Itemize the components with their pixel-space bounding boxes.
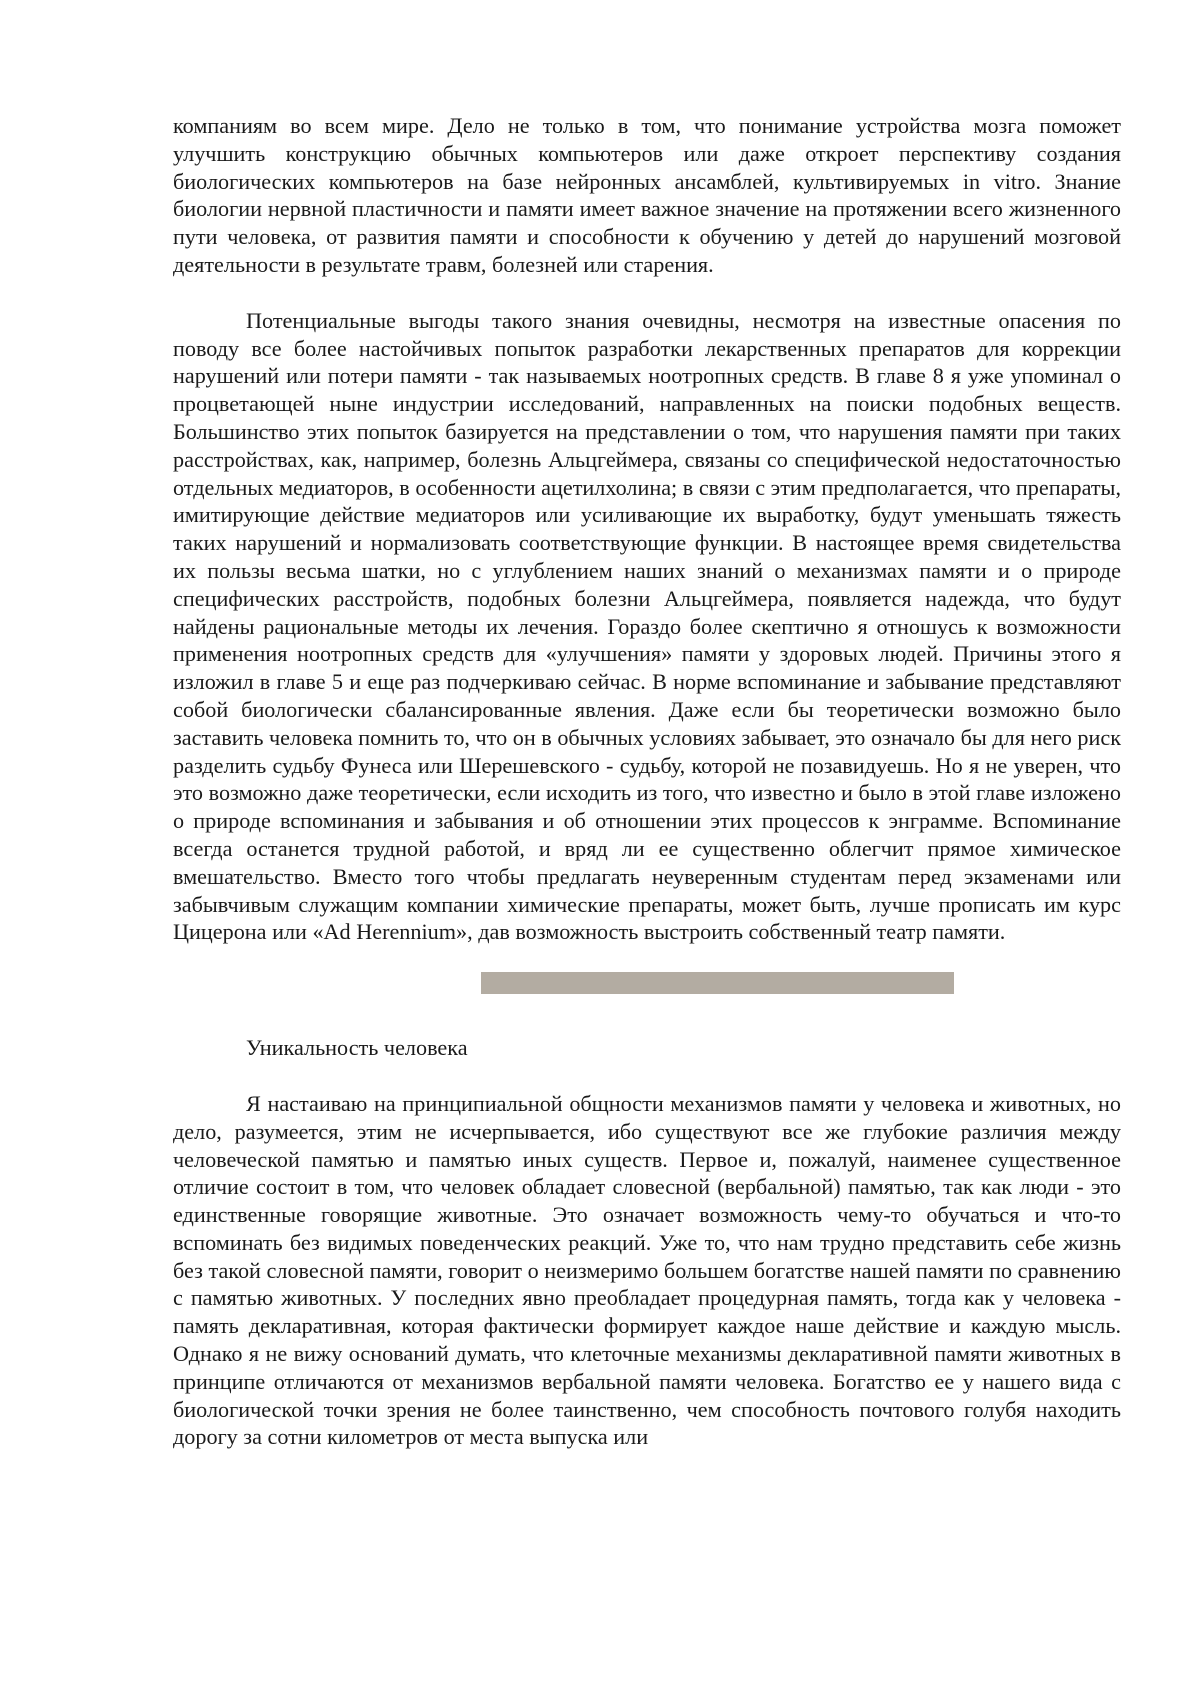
document-page [173, 112, 1121, 1451]
heading-spacer [173, 1062, 1121, 1090]
paragraph-nootropics: Потенциальные выгоды такого знания очевидны, несмотря на известные опасения по поводу все более настойчивых попыток разработки лекарственных препаратов для коррекции нарушений или потери памяти - так называемых ноотропных средств. В главе 8 я уже упоминал о процветающей ныне индустрии исследований, направленных на поиски подобных веществ. Большинство этих попыток базируется на представлении о том, что нарушения памяти при таких расстройствах, как, например, болезнь Альцгеймера, связаны со специфической недостаточностью отдельных медиаторов, в особенности ацетилхолина; в связи с этим предполагается, что препараты, имитирующие действие медиаторов или усиливающие их выработку, будут уменьшать тяжесть таких нарушений и нормализовать соответствующие функции. В настоящее время свидетельства их пользы весьма шатки, но с углублением наших знаний о механизмах памяти и о природе специфических расстройств, подобных болезни Альцгеймера, появляется надежда, что будут найдены рациональные методы их лечения. Гораздо более скептично я отношусь к возможности применения ноотропных средств для «улучшения» памяти у здоровых людей. Причины этого я изложил в главе 5 и еще раз подчеркиваю сейчас. В норме вспоминание и забывание представляют собой биологически сбалансированные явления. Даже если бы теоретически возможно было заставить человека помнить то, что он в обычных условиях забывает, это означало бы для него риск разделить судьбу Фунеса или Шерешевского - судьбу, которой не позавидуешь. Но я не уверен, что это возможно даже теоретически, если исходить из того, что известно и было в этой главе изложено о природе вспоминания и забывания и об отношении этих процессов к энграмме. Вспоминание всегда останется трудной работой, и вряд ли ее существенно облегчит прямое химическое вмешательство. Вместо того чтобы предлагать неуверенным студентам перед экзаменами или забывчивым служащим компании химические препараты, может быть, лучше прописать им курс Цицерона или «Ad Herennium», дав возможность выстроить собственный театр памяти. [173, 307, 1121, 945]
paragraph-human-uniqueness: Я настаиваю на принципиальной общности механизмов памяти у человека и животных, но дело, разумеется, этим не исчерпывается, ибо существуют все же глубокие различия между человеческой памятью и памятью иных существ. Первое и, пожалуй, наименее существенное отличие состоит в том, что человек обладает словесной (вербальной) памятью, так как люди - это единственные говорящие животные. Это означает возможность чему-то обучаться и что-то вспоминать без видимых поведенческих реакций. Уже то, что нам трудно представить себе жизнь без такой словесной памяти, говорит о неизмеримо большем богатстве нашей памяти по сравнению с памятью животных. У последних явно преобладает процедурная память, тогда как у человека - память декларативная, которая фактически формирует каждое наше действие и каждую мысль. Однако я не вижу оснований думать, что клеточные механизмы декларативной памяти животных в принципе отличаются от механизмов вербальной памяти человека. Богатство ее у нашего вида с биологической точки зрения не более таинственно, чем способность почтового голубя находить дорогу за сотни километров от места выпуска или [173, 1090, 1121, 1450]
section-divider-bar [481, 972, 954, 994]
section-heading: Уникальность человека [246, 1035, 468, 1061]
section-divider-row [173, 972, 1121, 994]
paragraph-intro: компаниям во всем мире. Дело не только в том, что понимание устройства мозга поможет улучшить конструкцию обычных компьютеров или даже откроет перспективу создания биологических компьютеров на базе нейронных ансамблей, культивируемых in vitro. Знание биологии нервной пластичности и памяти имеет важное значение на протяжении всего жизненного пути человека, от развития памяти и способности к обучению у детей до нарушений мозговой деятельности в результате травм, болезней или старения. [173, 113, 1121, 277]
paragraph-spacer [173, 279, 1121, 307]
